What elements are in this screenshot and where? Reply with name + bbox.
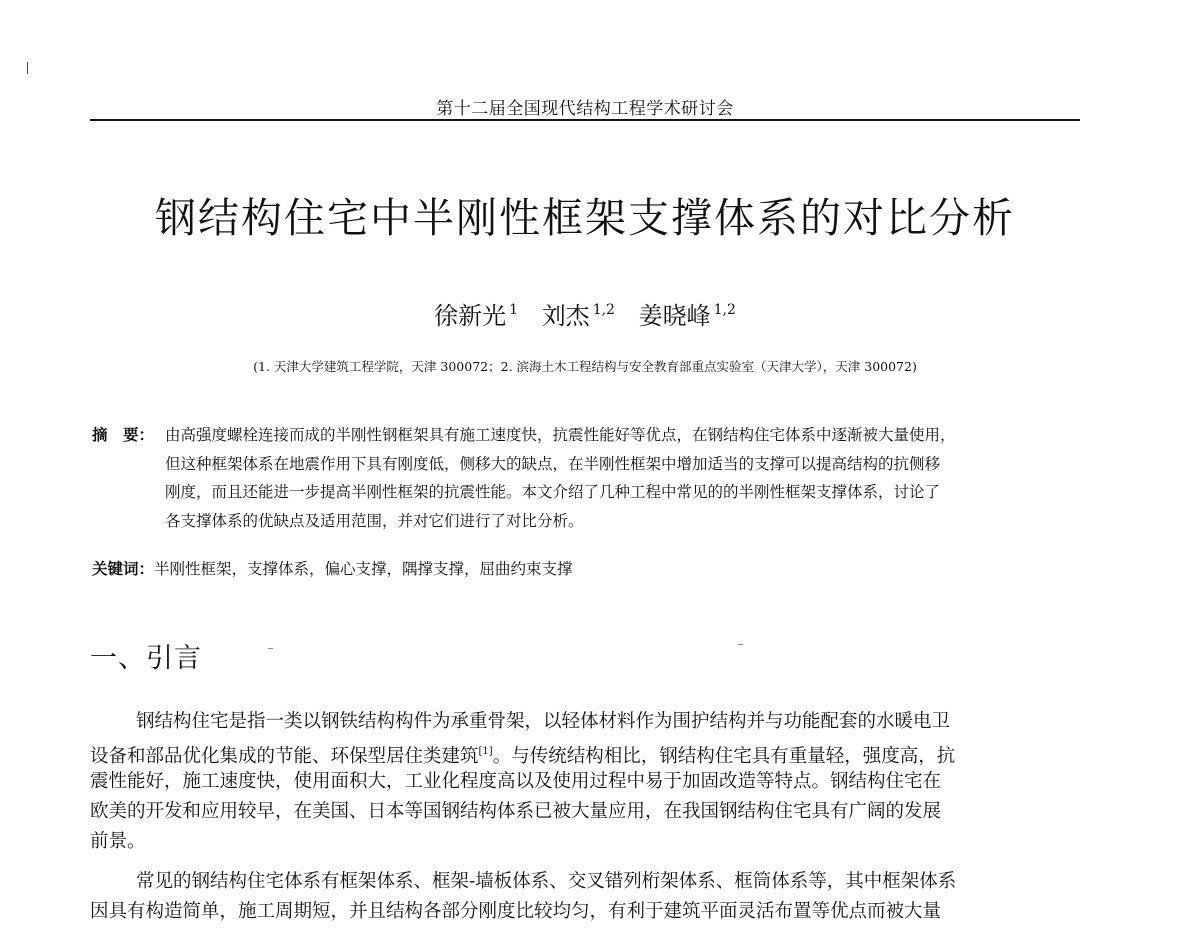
body-line: 欧美的开发和应用较早，在美国、日本等国钢结构体系已被大量应用，在我国钢结构住宅具有广阔的发展 [90, 801, 942, 822]
running-header: 第十二届全国现代结构工程学术研讨会 [436, 99, 734, 119]
abstract-line: 各支撑体系的优缺点及适用范围，并对它们进行了对比分析。 [165, 511, 584, 530]
paper-title: 钢结构住宅中半刚性框架支撑体系的对比分析 [155, 194, 1015, 242]
header-rule [90, 119, 1080, 121]
author-name: 姜晓峰 [638, 302, 711, 330]
keywords-text: 半刚性框架，支撑体系，偏心支撑，隅撑支撑，屈曲约束支撑 [154, 560, 573, 578]
scan-speck [268, 648, 273, 649]
body-line-text: 设备和部品优化集成的节能、环保型居住类建筑 [90, 746, 479, 767]
body-line-text: 。与传统结构相比，钢结构住宅具有重量轻，强度高，抗 [492, 746, 956, 767]
body-line: 前景。 [90, 831, 146, 852]
abstract-label: 摘 要： [92, 425, 155, 444]
body-line: 常见的钢结构住宅体系有框架体系、框架-墙板体系、交叉错列桁架体系、框筒体系等，其中框架体系 [136, 871, 957, 892]
author-list [90, 296, 1080, 331]
author-affil-marker: 1,2 [713, 302, 736, 318]
author-affil-marker: 1,2 [592, 302, 615, 318]
abstract-line: 由高强度螺栓连接而成的半刚性钢框架具有施工速度快，抗震性能好等优点，在钢结构住宅体系中逐渐被大量使用， [165, 426, 956, 444]
scan-artifact-mark [27, 62, 28, 74]
affiliation-line: (1. 天津大学建筑工程学院，天津 300072；2. 滨海土木工程结构与安全教育部重点实验室（天津大学），天津 300072) [253, 359, 917, 374]
keywords-label: 关键词： [92, 559, 155, 578]
body-line: 因具有构造简单，施工周期短，并且结构各部分刚度比较均匀，有利于建筑平面灵活布置等优点而被大量 [90, 901, 942, 922]
keywords-line [92, 557, 1080, 579]
section-heading: 一、引言 [90, 643, 202, 674]
author-name: 徐新光 [434, 302, 507, 330]
abstract-line: 但这种框架体系在地震作用下具有刚度低，侧移大的缺点，在半刚性框架中增加适当的支撑可以提高结构的抗侧移 [165, 454, 941, 473]
abstract-line: 刚度，而且还能进一步提高半刚性框架的抗震性能。本文介绍了几种工程中常见的的半刚性框架支撑体系，讨论了 [165, 483, 941, 501]
author-1 [434, 302, 518, 330]
body-line: 震性能好，施工速度快，使用面积大，工业化程度高以及使用过程中易于加固改造等特点。钢结构住宅在 [90, 771, 942, 792]
author-affil-marker: 1 [509, 302, 519, 318]
citation-marker: [1] [478, 746, 493, 757]
author-2 [542, 302, 615, 330]
author-3 [639, 302, 736, 330]
scan-speck [738, 644, 743, 645]
author-name: 刘杰 [541, 302, 590, 330]
body-line: 钢结构住宅是指一类以钢铁结构构件为承重骨架，以轻体材料作为围护结构并与功能配套的水暖电卫 [136, 711, 951, 732]
